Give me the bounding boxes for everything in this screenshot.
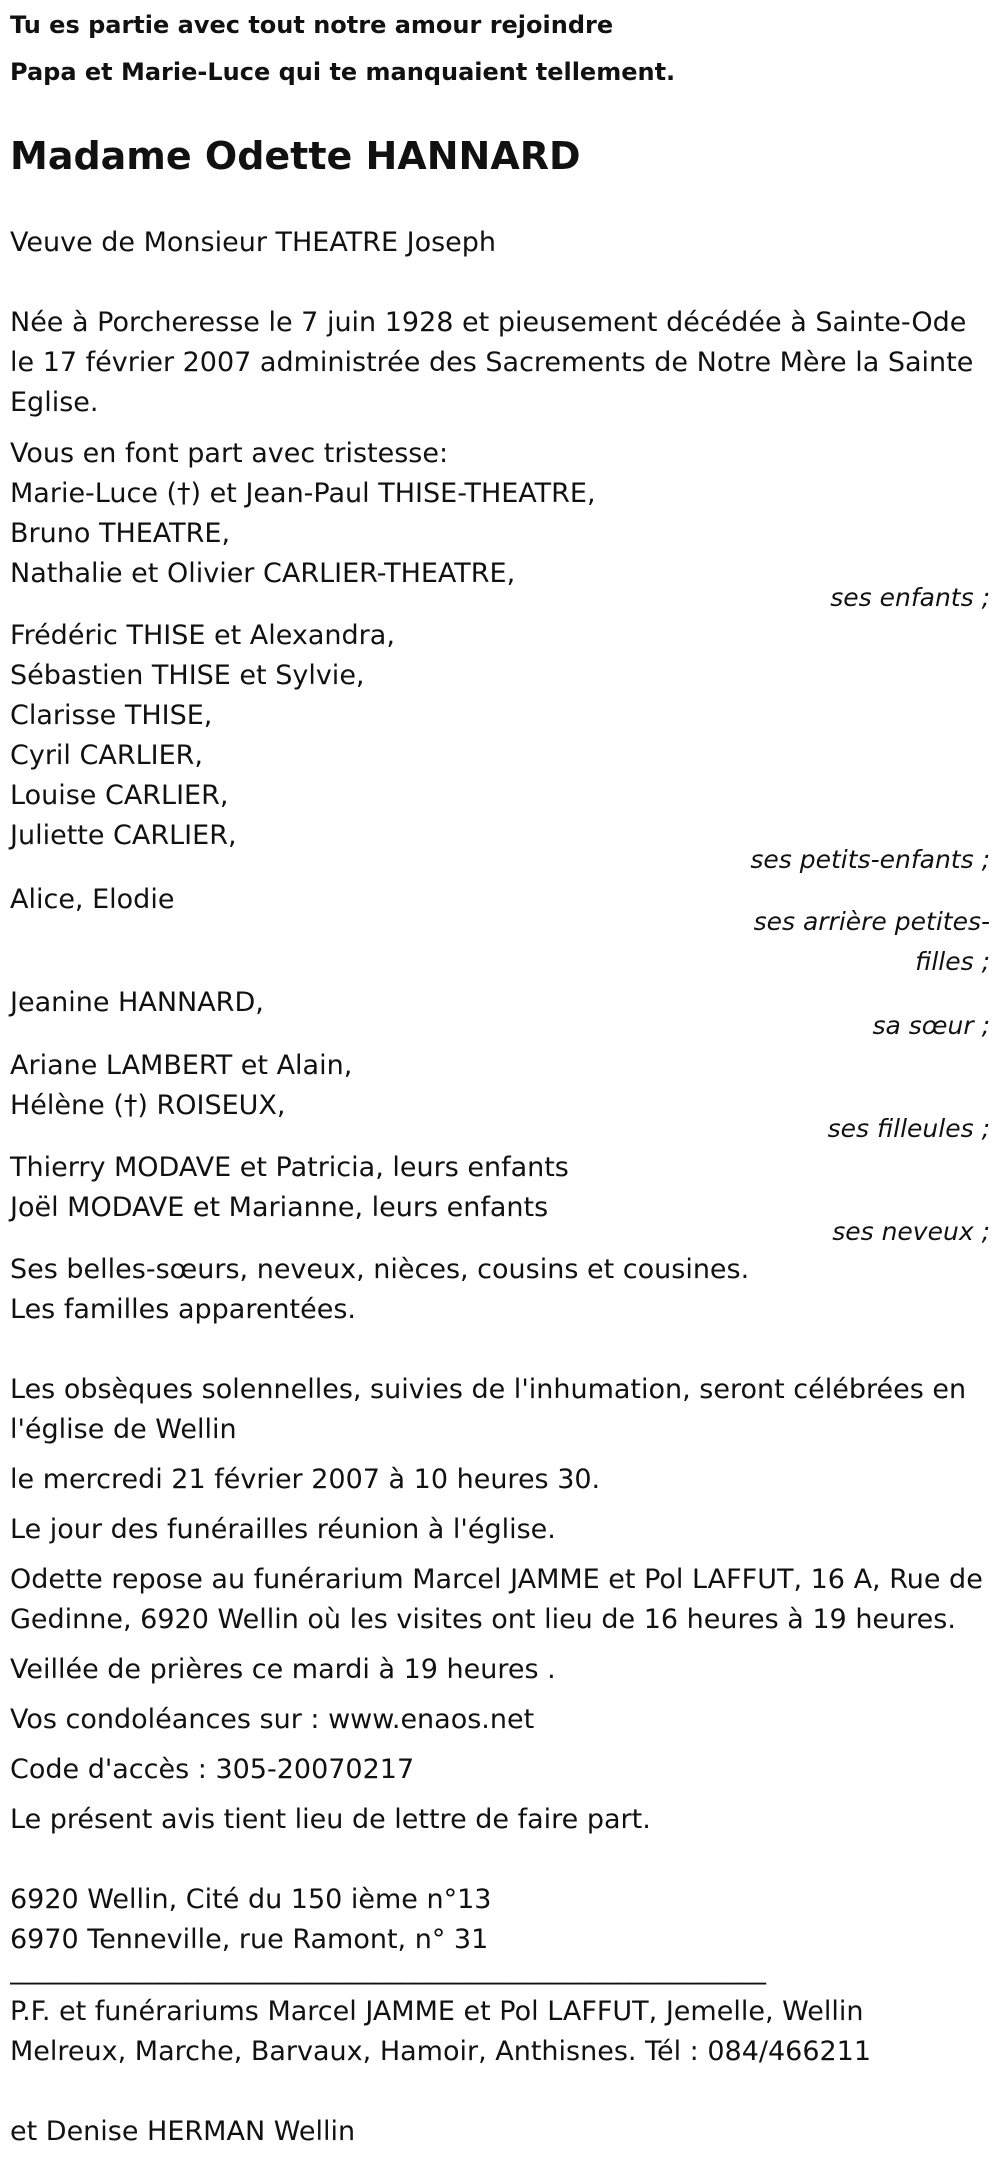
nephews-list: [10, 1148, 569, 1228]
epigraph-line-1: Tu es partie avec tout notre amour rejoindre: [10, 11, 614, 39]
grandchildren-list: [10, 616, 395, 856]
meeting-info: Le jour des funérailles réunion à l'église.: [10, 1514, 556, 1545]
role-great-granddaughters: ses arrière petites-filles ;: [753, 907, 990, 976]
address-line: 6920 Wellin, Cité du 150 ième n°13: [10, 1884, 492, 1915]
notice: Le présent avis tient lieu de lettre de faire part.: [10, 1804, 651, 1835]
funeral-date: le mercredi 21 février 2007 à 10 heures 30.: [10, 1464, 601, 1495]
list-item: Cyril CARLIER,: [10, 740, 204, 771]
funerarium-info: Odette repose au funérarium Marcel JAMME et Pol LAFFUT, 16 A, Rue de Gedinne, 6920 Wellin où les visites ont lieu de 16 heures à 19 heures.: [10, 1564, 983, 1635]
epigraph-line-2: Papa et Marie-Luce qui te manquaient tellement.: [10, 58, 676, 86]
list-item: Frédéric THISE et Alexandra,: [10, 620, 395, 651]
list-item: Clarisse THISE,: [10, 700, 213, 731]
list-item: Joël MODAVE et Marianne, leurs enfants: [10, 1192, 549, 1223]
list-item: Ses belles-sœurs, neveux, nièces, cousins et cousines.: [10, 1254, 750, 1285]
goddaughters-list: [10, 1046, 352, 1126]
role-children: ses enfants ;: [830, 583, 990, 612]
extended-family: [10, 1250, 749, 1330]
vigil-info: Veillée de prières ce mardi à 19 heures .: [10, 1654, 556, 1685]
condolences-info: Vos condoléances sur : www.enaos.net: [10, 1704, 535, 1735]
list-item: Ariane LAMBERT et Alain,: [10, 1050, 353, 1081]
list-item: Hélène (†) ROISEUX,: [10, 1090, 286, 1121]
list-item: Alice, Elodie: [10, 884, 175, 915]
list-item: Jeanine HANNARD,: [10, 987, 264, 1018]
access-code: Code d'accès : 305-20070217: [10, 1754, 415, 1785]
address-line: 6970 Tenneville, rue Ramont, n° 31: [10, 1924, 489, 1955]
funeral-info: Les obsèques solennelles, suivies de l'inhumation, seront célébrées en l'église de Wellin: [10, 1374, 967, 1445]
funeral-home: P.F. et funérariums Marcel JAMME et Pol LAFFUT, Jemelle, Wellin Melreux, Marche, Barvaux, Hamoir, Anthisnes. Tél : 084/466211: [10, 1996, 872, 2067]
widow-of: Veuve de Monsieur THEATRE Joseph: [10, 227, 497, 258]
deceased-name: Madame Odette HANNARD: [10, 134, 581, 178]
list-item: Les familles apparentées.: [10, 1294, 357, 1325]
list-item: Marie-Luce (†) et Jean-Paul THISE-THEATRE,: [10, 478, 596, 509]
list-item: Louise CARLIER,: [10, 780, 229, 811]
birth-death: Née à Porcheresse le 7 juin 1928 et pieusement décédée à Sainte-Ode le 17 février 2007 administrée des Sacrements de Notre Mère la Sainte Eglise.: [10, 307, 974, 418]
role-grandchildren: ses petits-enfants ;: [750, 845, 990, 874]
funeral-home-extra: et Denise HERMAN Wellin: [10, 2116, 356, 2147]
list-item: Nathalie et Olivier CARLIER-THEATRE,: [10, 558, 516, 589]
role-goddaughters: ses filleules ;: [827, 1114, 990, 1143]
sister-list: [10, 983, 264, 1023]
great-granddaughters-list: [10, 880, 174, 920]
role-sister: sa sœur ;: [872, 1011, 990, 1040]
list-item: Thierry MODAVE et Patricia, leurs enfants: [10, 1152, 569, 1183]
list-item: Bruno THEATRE,: [10, 518, 231, 549]
list-item: Juliette CARLIER,: [10, 820, 237, 851]
children-list: [10, 474, 596, 594]
list-item: Sébastien THISE et Sylvie,: [10, 660, 365, 691]
separator-line: ________________________________________________________: [10, 1954, 766, 1985]
role-nephews: ses neveux ;: [832, 1217, 990, 1246]
addresses: [10, 1880, 491, 1960]
announce-intro: Vous en font part avec tristesse:: [10, 438, 449, 469]
